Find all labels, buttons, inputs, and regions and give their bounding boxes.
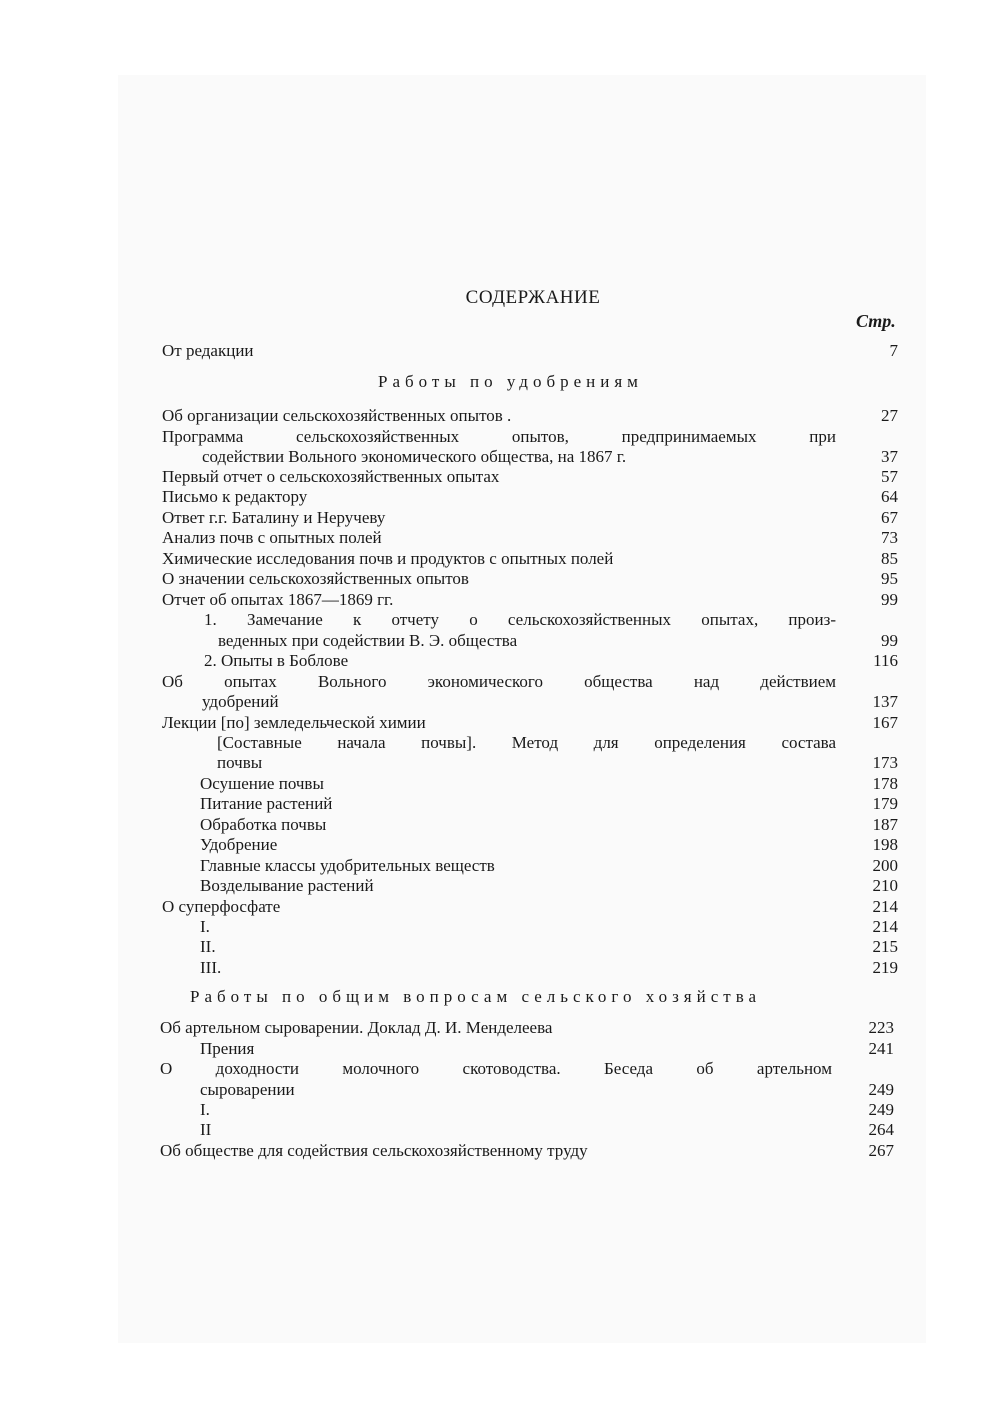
- section-heading: Работы по общим вопросам сельского хозяйства: [190, 987, 762, 1006]
- toc-entry-page: 223: [868, 1018, 894, 1037]
- toc-entry-page: 200: [872, 856, 898, 875]
- toc-entry-title: 1. Замечание к отчету о сельскохозяйственных опытах, произ-: [204, 610, 836, 629]
- toc-entry-page: 73: [881, 528, 898, 547]
- toc-entry-page: 27: [881, 406, 898, 425]
- toc-entry-page: 64: [881, 487, 898, 506]
- toc-entry-page: 85: [881, 549, 898, 568]
- toc-entry-page: 264: [868, 1120, 894, 1139]
- toc-entry-page: 137: [872, 692, 898, 711]
- toc-entry-title: Удобрение: [200, 835, 278, 854]
- toc-entry-title: Письмо к редактору: [162, 487, 308, 506]
- toc-entry-title: О значении сельскохозяйственных опытов: [162, 569, 469, 588]
- toc-entry-title: О доходности молочного скотоводства. Беседа об артельном: [160, 1059, 832, 1078]
- toc-entry-page: 178: [872, 774, 898, 793]
- toc-entry-page: 179: [872, 794, 898, 813]
- toc-entry-title: Об обществе для содействия сельскохозяйственному труду: [160, 1141, 588, 1160]
- toc-entry-title: удобрений: [202, 692, 279, 711]
- toc-entry-title: Осушение почвы: [200, 774, 324, 793]
- toc-entry-title: I.: [200, 1100, 210, 1119]
- page-title: СОДЕРЖАНИЕ: [465, 287, 601, 308]
- toc-entry-title: Обработка почвы: [200, 815, 327, 834]
- toc-entry-page: 99: [881, 631, 898, 650]
- toc-entry-title: II.: [200, 937, 216, 956]
- toc-entry-title: Первый отчет о сельскохозяйственных опытах: [162, 467, 500, 486]
- toc-entry-page: 67: [881, 508, 898, 527]
- toc-entry-title: Питание растений: [200, 794, 333, 813]
- toc-entry-page: 95: [881, 569, 898, 588]
- toc-entry-page: 249: [868, 1080, 894, 1099]
- toc-entry-title: веденных при содействии В. Э. общества: [218, 631, 518, 650]
- toc-entry-page: 267: [868, 1141, 894, 1160]
- toc-entry-page: 99: [881, 590, 898, 609]
- toc-entry-page: 173: [872, 753, 898, 772]
- toc-entry-title: Об опытах Вольного экономического общества над действием: [162, 672, 836, 691]
- toc-entry-title: Программа сельскохозяйственных опытов, предпринимаемых при: [162, 427, 836, 446]
- toc-entry-page: 214: [872, 897, 898, 916]
- page-column-label: Стр.: [856, 311, 896, 331]
- toc-entry-page: 187: [872, 815, 898, 834]
- toc-entry-title: Отчет об опытах 1867—1869 гг.: [162, 590, 394, 609]
- toc-entry-title: [Составные начала почвы]. Метод для определения состава: [217, 733, 836, 752]
- toc-entry-page: 249: [868, 1100, 894, 1119]
- toc-entry-page: 37: [881, 447, 898, 466]
- toc-entry-page: 167: [872, 713, 898, 732]
- toc-entry-title: Химические исследования почв и продуктов с опытных полей: [162, 549, 614, 568]
- toc-entry-title: содействии Вольного экономического общества, на 1867 г.: [202, 447, 627, 466]
- toc-entry-title: почвы: [217, 753, 263, 772]
- toc-entry-title: Ответ г.г. Баталину и Неручеву: [162, 508, 386, 527]
- toc-entry-title: Лекции [по] земледельческой химии: [162, 713, 426, 732]
- toc-entry-title: 2. Опыты в Боблове: [204, 651, 349, 670]
- toc-entry-title: Возделывание растений: [200, 876, 374, 895]
- toc-entry-title: Главные классы удобрительных веществ: [200, 856, 495, 875]
- toc-entry-title: Прения: [200, 1039, 255, 1058]
- toc-entry-title: сыроварении: [200, 1080, 295, 1099]
- toc-entry-page: 116: [873, 651, 898, 670]
- toc-entry-page: 210: [872, 876, 898, 895]
- toc-entry-page: 198: [872, 835, 898, 854]
- section-heading: Работы по удобрениям: [378, 372, 643, 391]
- toc-entry-page: 215: [872, 937, 898, 956]
- toc-entry-title: От редакции: [162, 341, 254, 360]
- toc-entry-title: II: [200, 1120, 212, 1139]
- toc-entry-title: Об артельном сыроварении. Доклад Д. И. Менделеева: [160, 1018, 553, 1037]
- toc-entry-page: 241: [868, 1039, 894, 1058]
- toc-entry-page: 7: [889, 341, 898, 360]
- toc-entry-title: Об организации сельскохозяйственных опытов .: [162, 406, 512, 425]
- toc-entry-title: Анализ почв с опытных полей: [162, 528, 382, 547]
- toc-entry-page: 214: [872, 917, 898, 936]
- toc-entry-page: 57: [881, 467, 898, 486]
- toc-entry-title: III.: [200, 958, 222, 977]
- toc-entry-title: I.: [200, 917, 210, 936]
- toc-entry-title: О суперфосфате: [162, 897, 281, 916]
- toc-entry-page: 219: [872, 958, 898, 977]
